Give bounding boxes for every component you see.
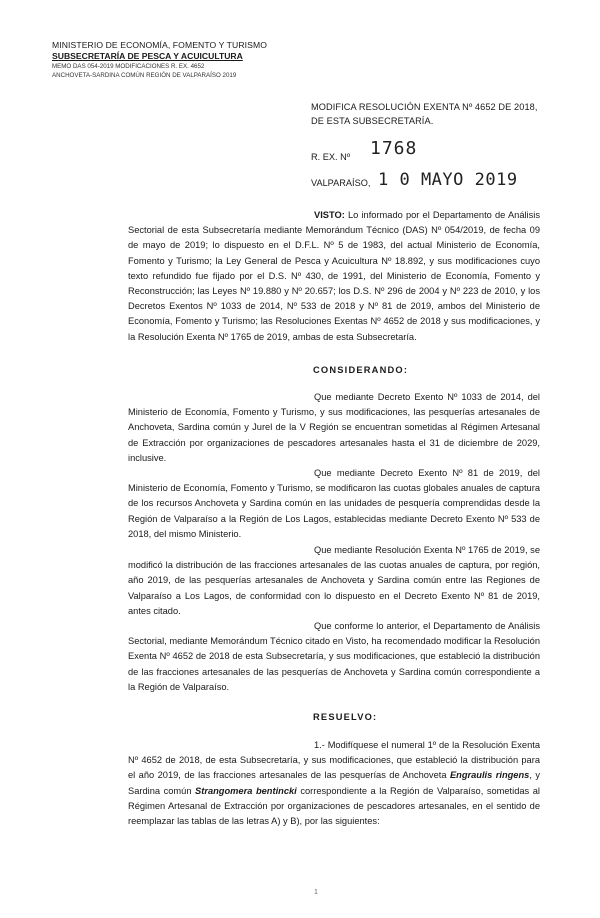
ministry-name: MINISTERIO DE ECONOMÍA, FOMENTO Y TURISMO <box>52 40 267 50</box>
resolution-number-stamp: 1768 <box>370 138 418 159</box>
considerando-item-4: Que conforme lo anterior, el Departamento de Análisis Sectorial, mediante Memorándum Técnico citado en Visto, ha recomendado modificar la Resolución Exenta Nº 4652 de 2018 de esta Subsecretaría, y sus modificaciones, que estableció la distribución de las fracciones artesanales de las pesquerías de Anchoveta y Sardina común correspondiente a la Región de Valparaíso. <box>128 621 540 692</box>
undersecretariat-name: SUBSECRETARÍA DE PESCA Y ACUICULTURA <box>52 51 243 61</box>
resuelvo-item-1: 1.- Modifíquese el numeral 1º de la Resolución Exenta Nº 4652 de 2018, de esta Subsecretaría, y sus modificaciones, que estableció la distribución para el año 2019, de las fracciones artesanales de las pesquerías de Anchoveta Engraulis ringens, y Sardina común Strangomera bentincki correspondiente a la Región de Valparaíso, sometidas al Régimen Artesanal de Extracción por organizaciones de pescadores artesanales, en el sentido de reemplazar las tablas de las letras A) y B), por las siguientes: <box>128 740 540 827</box>
title-line-2: DE ESTA SUBSECRETARÍA. <box>311 116 434 126</box>
visto-text: Lo informado por el Departamento de Análisis Sectorial de esta Subsecretaría mediante Memorándum Técnico (DAS) Nº 054/2019, de fecha 09 de mayo de 2019; lo dispuesto en el D.F.L. Nº 5 de 1983, del actual Ministerio de Economía, Fomento y Turismo; la Ley General de Pesca y Acuicultura Nº 18.892, y sus modificaciones cuyo texto refundido fue fijado por el D.S. Nº 430, de 1991, del Ministerio de Economía, Fomento y Reconstrucción; las Leyes Nº 19.880 y Nº 20.657; los D.S. Nº 296 de 2004 y Nº 223 de 2010, y los Decretos Exentos Nº 1033 de 2014, Nº 533 de 2018 y Nº 81 de 2019, ambos del Ministerio de Economía, Fomento y Turismo; las Resoluciones Exentas Nº 4652 de 2018 y sus modificaciones, y la Resolución Exenta Nº 1765 de 2019, ambas de esta Subsecretaría. <box>128 210 540 342</box>
considerando-item-3: Que mediante Resolución Exenta Nº 1765 de 2019, se modificó la distribución de las fracciones artesanales de las cuotas anuales de captura, por región, año 2019, de las pesquerías artesanales de Anchoveta y Sardina común entre las Regiones de Valparaíso a Los Lagos, de conformidad con lo dispuesto en el Decreto Exento Nº 81 de 2019, antes citado. <box>128 545 540 616</box>
species-sardina: Strangomera bentincki <box>195 785 297 796</box>
visto-paragraph <box>128 208 540 345</box>
memo-reference: MEMO DAS 054-2019 MODIFICACIONES R. EX. 4652 <box>52 63 205 70</box>
document-title <box>311 100 538 128</box>
visto-heading: VISTO: <box>314 210 345 220</box>
page-number: 1 <box>314 889 318 896</box>
resolution-label: R. EX. Nº <box>311 152 351 162</box>
considerando-item-2: Que mediante Decreto Exento Nº 81 de 2019, del Ministerio de Economía, Fomento y Turismo, se modificaron las cuotas globales anuales de captura de los recursos Anchoveta y Sardina común en las unidades de pesquería comprendidas desde la Región de Valparaíso a la Región de Los Lagos, establecidas mediante Decreto Exento Nº 533 de 2018, del mismo Ministerio. <box>128 468 540 539</box>
subject-reference: ANCHOVETA-SARDINA COMÚN REGIÓN DE VALPARAÍSO 2019 <box>52 72 237 79</box>
considerando-heading: CONSIDERANDO: <box>313 365 409 375</box>
considerando-item-1: Que mediante Decreto Exento Nº 1033 de 2014, del Ministerio de Economía, Fomento y Turismo, y sus modificaciones, las pesquerías artesanales de Anchoveta, Sardina común y Jurel de la V Región se encuentran sometidas al Régimen Artesanal de Extracción por organizaciones de pescadores artesanales hasta el 31 de diciembre de 2029, inclusive. <box>128 392 540 463</box>
resuelvo-heading: RESUELVO: <box>313 712 378 722</box>
resuelvo-item-number: 1.- <box>314 740 325 750</box>
title-line-1: MODIFICA RESOLUCIÓN EXENTA Nº 4652 DE 2018, <box>311 102 538 112</box>
institution-header <box>52 40 267 80</box>
species-anchoveta: Engraulis ringens <box>449 770 530 781</box>
date-stamp: 1 0 MAYO 2019 <box>378 170 518 190</box>
place-label: VALPARAÍSO, <box>311 178 371 188</box>
